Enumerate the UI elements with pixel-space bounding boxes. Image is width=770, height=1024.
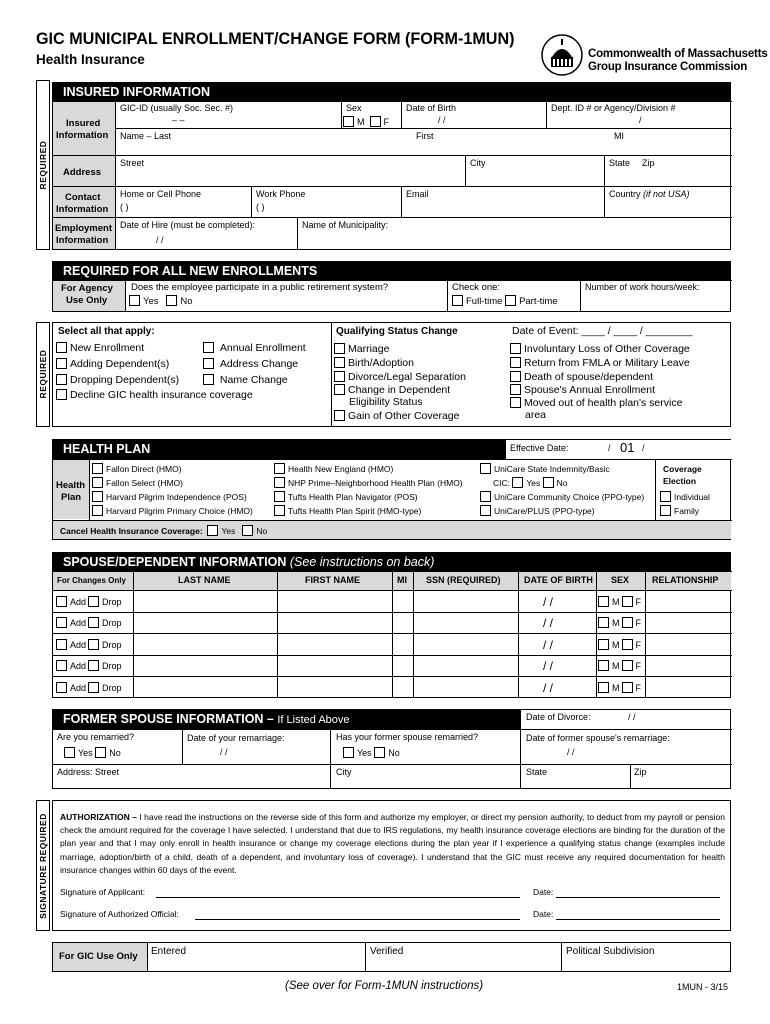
employment-row-label: Employment bbox=[55, 223, 113, 234]
adding-dependent-checkbox[interactable] bbox=[56, 358, 67, 369]
row2-dob-sep: / / bbox=[543, 616, 554, 630]
form-code: 1MUN - 3/15 bbox=[677, 982, 729, 992]
row3-m-label: M bbox=[612, 640, 620, 650]
official-signature-line[interactable] bbox=[195, 919, 520, 920]
check-one-label: Check one: bbox=[452, 282, 501, 293]
plan-hp-independence-checkbox[interactable] bbox=[92, 491, 103, 502]
row3-add-label: Add bbox=[70, 640, 87, 650]
remarriage-date-label: Date of your remarriage: bbox=[187, 733, 285, 743]
massachusetts-seal-icon bbox=[540, 33, 584, 77]
select-all-heading: Select all that apply: bbox=[58, 326, 155, 337]
verified-label: Verified bbox=[370, 946, 404, 957]
effective-month: 01 bbox=[620, 440, 635, 455]
row3-drop-label: Drop bbox=[102, 640, 122, 650]
annual-enrollment-label: Annual Enrollment bbox=[219, 342, 306, 354]
former-address-label: Address: Street bbox=[57, 767, 120, 777]
required-side-text-2: REQUIRED bbox=[38, 349, 48, 399]
signature-required-text: SIGNATURE REQUIRED bbox=[38, 813, 48, 919]
election-label: Election bbox=[663, 476, 697, 486]
row1-m-label: M bbox=[612, 597, 620, 607]
row3-dob-sep: / / bbox=[543, 638, 554, 652]
birth-adoption-label: Birth/Adoption bbox=[348, 357, 414, 369]
cancel-yes-checkbox[interactable] bbox=[207, 525, 218, 536]
official-signature-label: Signature of Authorized Official: bbox=[60, 909, 179, 919]
marriage-checkbox[interactable] bbox=[334, 343, 345, 354]
individual-checkbox[interactable] bbox=[660, 491, 671, 502]
work-phone-paren: ( ) bbox=[256, 202, 265, 212]
row1-m-checkbox[interactable] bbox=[598, 596, 609, 607]
dob-label: Date of Birth bbox=[406, 103, 457, 113]
row5-add-checkbox[interactable] bbox=[56, 682, 67, 693]
decline-coverage-checkbox[interactable] bbox=[56, 389, 67, 400]
col-mi: MI bbox=[397, 575, 407, 585]
row4-drop-checkbox[interactable] bbox=[88, 660, 99, 671]
row3-m-checkbox[interactable] bbox=[598, 639, 609, 650]
cic-yes-label: Yes bbox=[526, 478, 541, 488]
dropping-dependent-label: Dropping Dependent(s) bbox=[70, 374, 180, 386]
col-dob: DATE OF BIRTH bbox=[524, 575, 593, 585]
row5-add-label: Add bbox=[70, 683, 87, 693]
plan-fallon-direct-checkbox[interactable] bbox=[92, 463, 103, 474]
date-of-event: Date of Event: ____ / ____ / ________ bbox=[512, 325, 693, 337]
applicant-signature-label: Signature of Applicant: bbox=[60, 887, 146, 897]
spouse-heading-bar bbox=[53, 553, 730, 572]
sex-label: Sex bbox=[346, 103, 362, 113]
row2-f-label: F bbox=[635, 618, 641, 628]
annual-enrollment-checkbox[interactable] bbox=[203, 342, 214, 353]
effective-date-label: Effective Date: bbox=[510, 443, 569, 453]
retirement-question: Does the employee participate in a public retirement system? bbox=[131, 282, 389, 293]
see-over-note: (See over for Form-1MUN instructions) bbox=[285, 980, 484, 992]
plan-tufts-spirit-label: Tufts Health Plan Spirit (HMO-type) bbox=[288, 506, 422, 516]
plan-fallon-select-label: Fallon Select (HMO) bbox=[106, 478, 183, 488]
sex-female-label: F bbox=[383, 117, 390, 127]
required-side-text: REQUIRED bbox=[38, 140, 48, 190]
mi-label: MI bbox=[614, 131, 624, 141]
plan-nhp-checkbox[interactable] bbox=[274, 477, 285, 488]
row1-dob-sep: / / bbox=[543, 595, 554, 609]
coverage-label: Coverage bbox=[663, 464, 702, 474]
plan-fallon-select-checkbox[interactable] bbox=[92, 477, 103, 488]
spouse-annual-checkbox[interactable] bbox=[510, 384, 521, 395]
row1-drop-checkbox[interactable] bbox=[88, 596, 99, 607]
hire-date-separators: / / bbox=[156, 235, 164, 245]
authorization-title: AUTHORIZATION – bbox=[60, 812, 137, 822]
address-change-checkbox[interactable] bbox=[203, 358, 214, 369]
change-dependent-checkbox[interactable] bbox=[334, 384, 345, 395]
cancel-no-checkbox[interactable] bbox=[242, 525, 253, 536]
fmla-return-checkbox[interactable] bbox=[510, 357, 521, 368]
row2-f-checkbox[interactable] bbox=[622, 617, 633, 628]
row5-drop-checkbox[interactable] bbox=[88, 682, 99, 693]
former-yes-checkbox[interactable] bbox=[343, 747, 354, 758]
city-label: City bbox=[470, 158, 486, 168]
cancel-yes-label: Yes bbox=[221, 526, 236, 536]
gain-coverage-checkbox[interactable] bbox=[334, 410, 345, 421]
entered-label: Entered bbox=[151, 946, 187, 957]
home-phone-paren: ( ) bbox=[120, 202, 129, 212]
row5-m-checkbox[interactable] bbox=[598, 682, 609, 693]
former-remarried-label: Has your former spouse remarried? bbox=[336, 732, 479, 742]
plan-unicare-community-checkbox[interactable] bbox=[480, 491, 491, 502]
plan-row-label: Plan bbox=[61, 492, 82, 503]
country-note: (if not USA) bbox=[643, 189, 690, 199]
plan-unicare-plus-label: UniCare/PLUS (PPO-type) bbox=[494, 506, 595, 516]
cic-no-checkbox[interactable] bbox=[543, 477, 554, 488]
applicant-date-label: Date: bbox=[533, 887, 554, 897]
death-label: Death of spouse/dependent bbox=[524, 371, 654, 383]
row2-drop-label: Drop bbox=[102, 618, 122, 628]
row2-m-label: M bbox=[612, 618, 620, 628]
col-first-name: FIRST NAME bbox=[305, 575, 360, 585]
zip-label: Zip bbox=[642, 158, 655, 168]
org-name: Commonwealth of Massachusetts bbox=[588, 48, 768, 60]
dept-separator: / bbox=[639, 115, 642, 125]
new-enrollment-label: New Enrollment bbox=[70, 342, 145, 354]
involuntary-loss-checkbox[interactable] bbox=[510, 343, 521, 354]
divorce-checkbox[interactable] bbox=[334, 371, 345, 382]
former-heading-bar bbox=[53, 710, 520, 729]
former-remarriage-date-label: Date of former spouse's remarriage: bbox=[526, 733, 670, 743]
applicant-date-line[interactable] bbox=[556, 897, 720, 898]
new-enrollment-checkbox[interactable] bbox=[56, 342, 67, 353]
former-heading-note: If Listed Above bbox=[277, 714, 350, 726]
information-row-label: Information bbox=[56, 130, 109, 141]
row4-add-label: Add bbox=[70, 661, 87, 671]
row4-add-checkbox[interactable] bbox=[56, 660, 67, 671]
qualifying-heading: Qualifying Status Change bbox=[336, 326, 458, 337]
cancel-no-label: No bbox=[256, 526, 268, 536]
cic-label: CIC: bbox=[493, 478, 510, 488]
first-name-label: First bbox=[416, 131, 434, 141]
state-label: State bbox=[609, 158, 631, 168]
spouse-heading-note: (See instructions on back) bbox=[289, 555, 435, 569]
plan-tufts-navigator-label: Tufts Health Plan Navigator (POS) bbox=[288, 492, 418, 502]
moved-out-checkbox[interactable] bbox=[510, 397, 521, 408]
cic-yes-checkbox[interactable] bbox=[512, 477, 523, 488]
former-no-label: No bbox=[388, 748, 400, 758]
row4-drop-label: Drop bbox=[102, 661, 122, 671]
fmla-return-label: Return from FMLA or Military Leave bbox=[524, 357, 690, 369]
employment-info-label: Information bbox=[56, 235, 109, 246]
remarried-no-checkbox[interactable] bbox=[95, 747, 106, 758]
former-no-checkbox[interactable] bbox=[374, 747, 385, 758]
plan-hp-independence-label: Harvard Pilgrim Independence (POS) bbox=[106, 492, 247, 502]
plan-hp-primary-label: Harvard Pilgrim Primary Choice (HMO) bbox=[106, 506, 253, 516]
row5-dob-sep: / / bbox=[543, 681, 554, 695]
adding-dependent-label: Adding Dependent(s) bbox=[70, 358, 170, 370]
plan-hne-checkbox[interactable] bbox=[274, 463, 285, 474]
sex-male-label: M bbox=[357, 117, 365, 127]
use-only-label: Use Only bbox=[66, 295, 108, 306]
marriage-label: Marriage bbox=[348, 343, 390, 355]
change-dependent-label-2: Eligibility Status bbox=[349, 396, 423, 408]
gic-id-label: GIC-ID (usually Soc. Sec. #) bbox=[120, 103, 234, 113]
divorce-label: Divorce/Legal Separation bbox=[348, 371, 466, 383]
home-phone-label: Home or Cell Phone bbox=[120, 189, 202, 199]
row5-m-label: M bbox=[612, 683, 620, 693]
country-label: Country bbox=[609, 189, 641, 199]
street-label: Street bbox=[120, 158, 145, 168]
family-label: Family bbox=[674, 506, 700, 516]
retirement-no-label: No bbox=[180, 296, 193, 307]
new-enrollment-heading: REQUIRED FOR ALL NEW ENROLLMENTS bbox=[53, 262, 730, 281]
name-change-label: Name Change bbox=[219, 374, 288, 386]
row3-drop-checkbox[interactable] bbox=[88, 639, 99, 650]
former-remarriage-sep: / / bbox=[567, 747, 575, 757]
family-checkbox[interactable] bbox=[660, 505, 671, 516]
address-change-label: Address Change bbox=[219, 358, 299, 370]
change-dependent-label: Change in Dependent bbox=[348, 384, 451, 396]
col-changes-only: For Changes Only bbox=[57, 576, 126, 585]
moved-out-label: Moved out of health plan's service bbox=[524, 397, 683, 409]
spouse-heading: SPOUSE/DEPENDENT INFORMATION bbox=[63, 555, 287, 569]
row1-drop-label: Drop bbox=[102, 597, 122, 607]
remarried-label: Are you remarried? bbox=[57, 732, 135, 742]
insured-heading: INSURED INFORMATION bbox=[53, 83, 730, 102]
for-agency-label: For Agency bbox=[61, 283, 113, 294]
row3-f-checkbox[interactable] bbox=[622, 639, 633, 650]
municipality-label: Name of Municipality: bbox=[302, 220, 389, 230]
authorization-body: I have read the instructions on the reverse side of this form and authorize my employer, or direct my pension authority, to deduct from my payroll or pension check the amount required for the coverage I have selected. I understand that due to IRS regulations, my health insurance coverage elections are binding for the duration of the plan year and that I may only enroll in health insurance or change my coverage elections during the plan year if I experience a qualifying status change (examples include marriage, adoption/birth of a child, death of a dependent, and involuntary loss of coverage). I understand that the GIC must receive any required documentation for health insurance changes within 60 days of the event. bbox=[60, 812, 725, 875]
remarried-yes-label: Yes bbox=[78, 748, 93, 758]
row1-add-checkbox[interactable] bbox=[56, 596, 67, 607]
health-row-label: Health bbox=[56, 480, 86, 491]
death-checkbox[interactable] bbox=[510, 371, 521, 382]
divorce-date-label: Date of Divorce: bbox=[526, 712, 591, 722]
plan-hp-primary-checkbox[interactable] bbox=[92, 505, 103, 516]
col-relationship: RELATIONSHIP bbox=[652, 575, 719, 585]
individual-label: Individual bbox=[674, 492, 710, 502]
work-hours-label: Number of work hours/week: bbox=[585, 282, 700, 292]
gic-use-only-label: For GIC Use Only bbox=[59, 951, 138, 962]
health-plan-heading: HEALTH PLAN bbox=[53, 440, 506, 459]
hire-date-label: Date of Hire (must be completed): bbox=[120, 220, 256, 230]
official-date-label: Date: bbox=[533, 909, 554, 919]
plan-unicare-plus-checkbox[interactable] bbox=[480, 505, 491, 516]
dept-id-label: Dept. ID # or Agency/Division # bbox=[551, 103, 676, 113]
full-time-checkbox[interactable] bbox=[452, 295, 463, 306]
decline-coverage-label: Decline GIC health insurance coverage bbox=[70, 389, 253, 401]
row1-f-label: F bbox=[635, 597, 641, 607]
row5-f-checkbox[interactable] bbox=[622, 682, 633, 693]
row3-add-checkbox[interactable] bbox=[56, 639, 67, 650]
remarried-yes-checkbox[interactable] bbox=[64, 747, 75, 758]
remarriage-date-sep: / / bbox=[220, 747, 228, 757]
plan-unicare-indemnity-checkbox[interactable] bbox=[480, 463, 491, 474]
political-subdivision-label: Political Subdivision bbox=[566, 946, 655, 957]
dropping-dependent-checkbox[interactable] bbox=[56, 374, 67, 385]
row1-f-checkbox[interactable] bbox=[622, 596, 633, 607]
email-label: Email bbox=[406, 189, 429, 199]
plan-fallon-direct-label: Fallon Direct (HMO) bbox=[106, 464, 182, 474]
contact-info-label: Information bbox=[56, 204, 109, 215]
row4-f-checkbox[interactable] bbox=[622, 660, 633, 671]
form-title: GIC MUNICIPAL ENROLLMENT/CHANGE FORM (FORM-1MUN) bbox=[36, 29, 515, 48]
former-city-label: City bbox=[336, 767, 352, 777]
divorce-date-sep: / / bbox=[628, 712, 636, 722]
col-last-name: LAST NAME bbox=[178, 575, 231, 585]
row3-f-label: F bbox=[635, 640, 641, 650]
sex-male-checkbox[interactable] bbox=[343, 116, 354, 127]
remarried-no-label: No bbox=[109, 748, 121, 758]
moved-out-label-2: area bbox=[525, 409, 547, 421]
row2-m-checkbox[interactable] bbox=[598, 617, 609, 628]
row4-m-label: M bbox=[612, 661, 620, 671]
org-commission: Group Insurance Commission bbox=[588, 61, 748, 73]
dob-separators: / / bbox=[438, 115, 446, 125]
cancel-coverage-label: Cancel Health Insurance Coverage: bbox=[60, 526, 203, 536]
retirement-no-checkbox[interactable] bbox=[166, 295, 177, 306]
plan-unicare-indemnity-label: UniCare State Indemnity/Basic bbox=[494, 464, 610, 474]
involuntary-loss-label: Involuntary Loss of Other Coverage bbox=[524, 343, 690, 355]
work-phone-label: Work Phone bbox=[256, 189, 306, 199]
plan-tufts-spirit-checkbox[interactable] bbox=[274, 505, 285, 516]
insured-row-label: Insured bbox=[66, 118, 101, 129]
cic-no-label: No bbox=[556, 478, 568, 488]
effective-sep-2: / bbox=[642, 443, 645, 453]
row2-drop-checkbox[interactable] bbox=[88, 617, 99, 628]
contact-row-label: Contact bbox=[65, 192, 101, 203]
retirement-yes-checkbox[interactable] bbox=[129, 295, 140, 306]
former-yes-label: Yes bbox=[357, 748, 372, 758]
spouse-annual-label: Spouse's Annual Enrollment bbox=[524, 384, 656, 396]
plan-hne-label: Health New England (HMO) bbox=[288, 464, 394, 474]
row2-add-label: Add bbox=[70, 618, 87, 628]
col-ssn: SSN (REQUIRED) bbox=[426, 575, 501, 585]
birth-adoption-checkbox[interactable] bbox=[334, 357, 345, 368]
part-time-label: Part-time bbox=[519, 296, 558, 307]
applicant-signature-line[interactable] bbox=[156, 897, 520, 898]
form-subtitle: Health Insurance bbox=[36, 52, 145, 67]
col-sex: SEX bbox=[611, 575, 630, 585]
effective-sep-1: / bbox=[608, 443, 611, 453]
authorization-text bbox=[60, 811, 725, 877]
full-time-label: Full-time bbox=[466, 296, 503, 307]
former-state-label: State bbox=[526, 767, 548, 777]
part-time-checkbox[interactable] bbox=[505, 295, 516, 306]
row1-add-label: Add bbox=[70, 597, 87, 607]
name-last-label: Name – Last bbox=[120, 131, 172, 141]
plan-nhp-label: NHP Prime–Neighborhood Health Plan (HMO) bbox=[288, 478, 463, 488]
official-date-line[interactable] bbox=[556, 919, 720, 920]
name-change-checkbox[interactable] bbox=[203, 374, 214, 385]
row2-add-checkbox[interactable] bbox=[56, 617, 67, 628]
gain-coverage-label: Gain of Other Coverage bbox=[348, 410, 460, 422]
row4-dob-sep: / / bbox=[543, 659, 554, 673]
row5-f-label: F bbox=[635, 683, 641, 693]
row4-f-label: F bbox=[635, 661, 641, 671]
row5-drop-label: Drop bbox=[102, 683, 122, 693]
sex-female-checkbox[interactable] bbox=[370, 116, 381, 127]
row4-m-checkbox[interactable] bbox=[598, 660, 609, 671]
address-row-label: Address bbox=[63, 167, 102, 178]
plan-unicare-community-label: UniCare Community Choice (PPO-type) bbox=[494, 492, 645, 502]
gic-id-separators: – – bbox=[172, 115, 185, 125]
plan-tufts-navigator-checkbox[interactable] bbox=[274, 491, 285, 502]
former-zip-label: Zip bbox=[634, 767, 647, 777]
retirement-yes-label: Yes bbox=[143, 296, 159, 307]
former-heading: FORMER SPOUSE INFORMATION – bbox=[63, 712, 274, 726]
